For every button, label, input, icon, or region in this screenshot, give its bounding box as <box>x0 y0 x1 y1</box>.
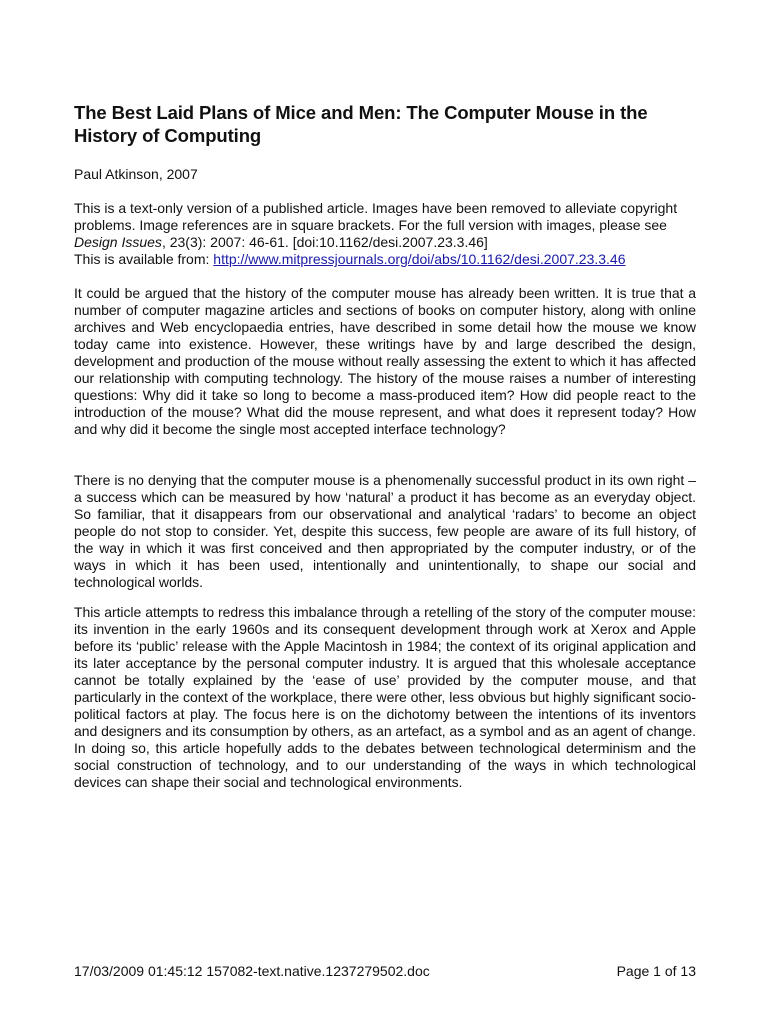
author-line: Paul Atkinson, 2007 <box>74 166 198 182</box>
article-link[interactable]: http://www.mitpressjournals.org/doi/abs/10.1162/desi.2007.23.3.46 <box>213 251 626 267</box>
article-title: The Best Laid Plans of Mice and Men: The Computer Mouse in the History of Computing <box>74 102 648 146</box>
document-page <box>74 0 696 1024</box>
citation-text: , 23(3): 2007: 46-61. [doi:10.1162/desi.2007.23.3.46] <box>161 234 488 250</box>
footer-file-info: 17/03/2009 01:45:12 157082-text.native.1237279502.doc <box>74 963 430 979</box>
intro-note <box>74 200 696 268</box>
body-paragraph-2: There is no denying that the computer mouse is a phenomenally successful product in its own right – a success which can be measured by how ‘natural’ a product it has become as an everyday object. So familiar, that it disappears from our observational and analytical ‘radars’ to become an object people do not stop to consider. Yet, despite this success, few people are aware of its full history, of the way in which it was first conceived and then appropriated by the computer industry, or of the ways in which it has been used, intentionally and unintentionally, to shape our social and technological worlds. <box>74 472 696 590</box>
page-number: Page 1 of 13 <box>616 963 696 979</box>
body-paragraph-1: It could be argued that the history of the computer mouse has already been written. It is true that a number of computer magazine articles and sections of books on computer history, along with online archives and Web encyclopaedia entries, have described in some detail how the mouse we know today came into existence. However, these writings have by and large described the design, development and production of the mouse without really assessing the extent to which it has affected our relationship with computing technology. The history of the mouse raises a number of interesting questions: Why did it take so long to become a mass-produced item? How did people react to the introduction of the mouse? What did the mouse represent, and what does it represent today? How and why did it become the single most accepted interface technology? <box>74 285 696 437</box>
available-prefix: This is available from: <box>74 251 214 267</box>
body-paragraph-3: This article attempts to redress this imbalance through a retelling of the story of the computer mouse: its invention in the early 1960s and its consequent development through work at Xerox and Apple before its ‘public’ release with the Apple Macintosh in 1984; the context of its original application and its later acceptance by the personal computer industry. It is argued that this wholesale acceptance cannot be totally explained by the ‘ease of use’ provided by the computer mouse, and that particularly in the context of the workplace, there were other, less obvious but highly significant socio-political factors at play. The focus here is on the dichotomy between the intentions of its inventors and designers and its consumption by others, as an artefact, as a symbol and as an agent of change. In doing so, this article hopefully adds to the debates between technological determinism and the social construction of technology, and to our understanding of the ways in which technological devices can shape their social and technological environments. <box>74 604 696 790</box>
journal-name: Design Issues <box>74 234 162 250</box>
intro-text: This is a text-only version of a published article. Images have been removed to alleviate copyright problems. Image references are in square brackets. For the full version with images, please see <box>74 200 678 233</box>
